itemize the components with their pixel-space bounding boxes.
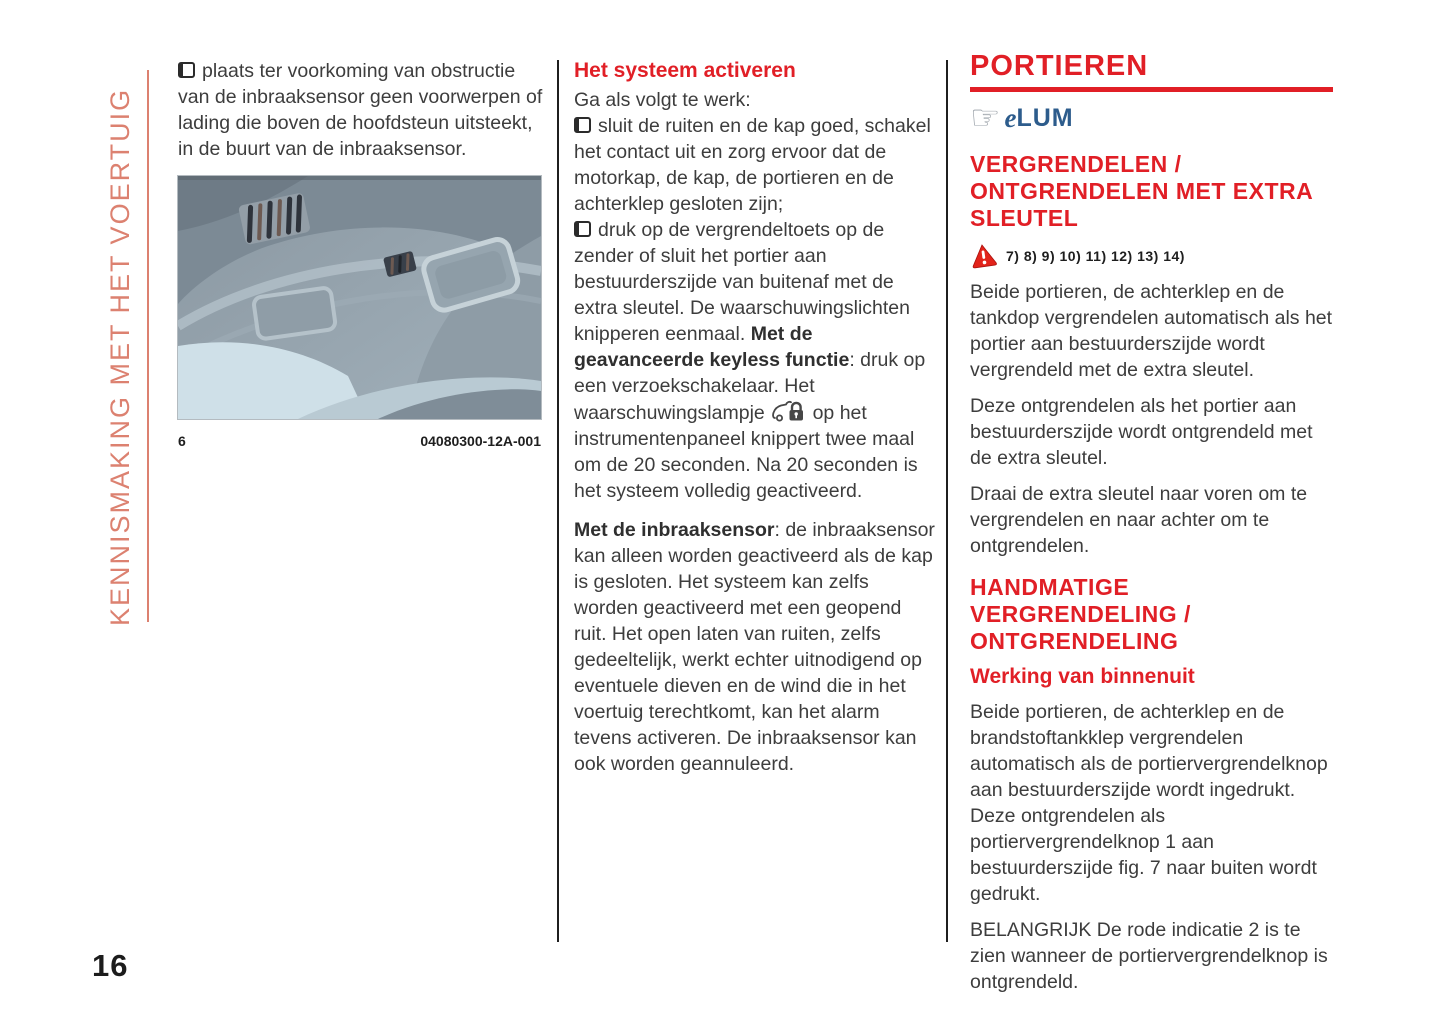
page-number: 16 [92,948,129,983]
paragraph: Beide portieren, de achterklep en de tankdop vergrendelen automatisch als het portier aan bestuurderszijde wordt vergrendeld met de extra sleutel. [970,281,1333,381]
paragraph-text: : de inbraaksensor kan alleen worden geactiveerd als de kap is gesloten. Het systeem kan zelfs worden geactiveerd met een geopend ruit. Het open laten van ruiten, zelfs gedeeltelijk, werkt echter uitnodigend op eventuele dieven en de wind die in het voertuig terechtkomt, kan het alarm tevens activeren. De inbraaksensor kan ook worden geannuleerd. [574,519,935,775]
subsection-title-2: HANDMATIGE VERGRENDELING / ONTGRENDELING [970,574,1191,654]
paragraph [574,517,936,777]
section-heading: Het systeem activeren [574,59,796,82]
intro-line: Ga als volgt te werk: [574,89,751,111]
bullet-text: druk op de vergrendeltoets op de zender of sluit het portier aan bestuurderszijde van buitenaf met de extra sleutel. De waarschuwingslichten knipperen eenmaal. [574,219,910,345]
paragraph: Draai de extra sleutel naar voren om te vergrendelen en naar achter om te ontgrendelen. [970,483,1308,557]
column-3 [970,50,1333,995]
elum-logo [970,100,1333,136]
bullet-text: sluit de ruiten en de kap goed, schakel het contact uit en zorg ervoor dat de motorkap, de kap, de portieren en de achterklep gesloten zijn; [574,115,931,215]
chapter-section-title: PORTIEREN [970,50,1333,92]
square-bullet-icon [574,117,591,133]
warning-triangle-icon [970,243,997,269]
paragraph: Beide portieren, de achterklep en de brandstoftankklep vergrendelen automatisch als de portiervergrendelknop aan bestuurderszijde wordt ingedrukt. Deze ontgrendelen als portiervergrendelknop 1 aan bestuurderszijde fig. 7 naar buiten wordt gedrukt. [970,701,1328,905]
paragraph [178,58,544,162]
bullet-item-2 [574,217,936,504]
column-divider-2 [946,60,948,942]
reference-numbers: 7) 8) 9) 10) 11) 12) 13) 14) [1006,248,1185,264]
bullet-text: op het instrumentenpaneel knippert twee maal om de 20 seconden. Na 20 seconden is het systeem volledig geactiveerd. [574,402,918,502]
sun-visor [253,287,336,339]
paragraph: Deze ontgrendelen als het portier aan bestuurderszijde wordt ontgrendeld met de extra sleutel. [970,395,1313,469]
car-headliner-illustration [178,176,541,419]
bullet-item-1 [574,113,936,217]
subsection-subtitle: Werking van binnenuit [970,665,1195,688]
figure-code: 04080300-12A-001 [420,433,541,449]
bold-phrase: Met de geavanceerde keyless functie [574,323,850,371]
bold-phrase: Met de inbraaksensor [574,519,775,541]
figure-6 [178,176,541,454]
bullet-text: : druk op een verzoekschakelaar. Het waarschuwingslampje [574,349,926,424]
figure-number: 6 [178,433,186,449]
figure-caption [178,428,541,454]
square-bullet-icon [178,62,195,78]
elum-logo-text: LUM [1016,104,1074,132]
paragraph: BELANGRIJK De rode indicatie 2 is te zien wanneer de portiervergrendelknop is ontgrendeld. [970,919,1328,993]
paragraph-text: plaats ter voorkoming van obstructie van de inbraaksensor geen voorwerpen of lading die boven de hoofdsteun uitsteekt, in de buurt van de inbraaksensor. [178,60,543,160]
column-2 [574,58,936,777]
sidebar-rule [147,70,149,622]
column-divider-1 [557,60,559,942]
column-1 [178,58,544,454]
square-bullet-icon [574,221,591,237]
subsection-title-1: VERGRENDELEN / ONTGRENDELEN MET EXTRA SLEUTEL [970,151,1313,231]
warning-refs [970,243,1333,269]
pointing-hand-icon: ☞ [970,99,1001,137]
chapter-sidebar-label: KENNISMAKING MET HET VOERTUIG [105,87,135,626]
elum-logo-e: e [1004,103,1017,133]
car-lock-warning-icon [772,399,805,423]
